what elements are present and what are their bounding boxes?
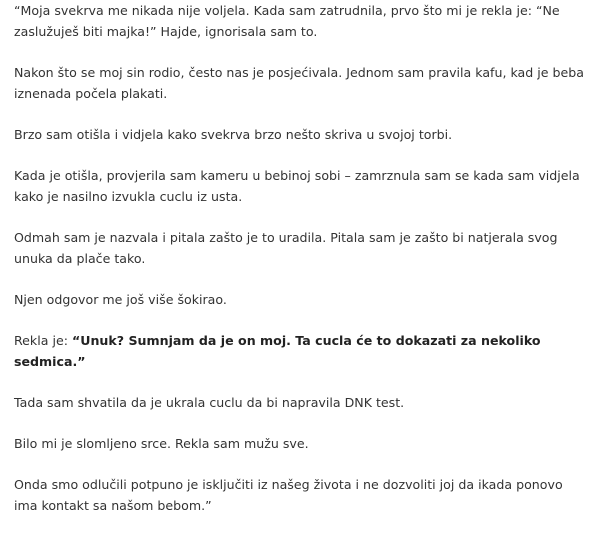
paragraph-9: Bilo mi je slomljeno srce. Rekla sam mužu sve. — [14, 436, 309, 451]
paragraph-2: Nakon što se moj sin rodio, često nas je posjećivala. Jednom sam pravila kafu, kad je beba iznenada počela plakati. — [14, 65, 584, 101]
paragraph-5: Odmah sam je nazvala i pitala zašto je to uradila. Pitala sam je zašto bi natjerala svog unuka da plače tako. — [14, 230, 558, 266]
paragraph-3: Brzo sam otišla i vidjela kako svekrva brzo nešto skriva u svojoj torbi. — [14, 127, 453, 142]
quote-bold-text: “Unuk? Sumnjam da je on moj. Ta cucla će to dokazati za nekoliko sedmica.” — [14, 333, 541, 369]
paragraph-1: “Moja svekrva me nikada nije voljela. Kada sam zatrudnila, prvo što mi je rekla je: “Ne zaslužuješ biti majka!” Hajde, ignorisala sam to. — [14, 3, 560, 39]
quote-paragraph — [14, 330, 586, 372]
article-body — [14, 0, 586, 536]
paragraph-4: Kada je otišla, provjerila sam kameru u bebinoj sobi – zamrznula sam se kada sam vidjela kako je nasilno izvukla cuclu iz usta. — [14, 168, 580, 204]
paragraph-10: Onda smo odlučili potpuno je isključiti iz našeg života i ne dozvoliti joj da ikada ponovo ima kontakt sa našom bebom.” — [14, 477, 563, 513]
paragraph-8: Tada sam shvatila da je ukrala cuclu da bi napravila DNK test. — [14, 395, 405, 410]
paragraph-6: Njen odgovor me još više šokirao. — [14, 292, 227, 307]
quote-intro: Rekla je: — [14, 333, 72, 348]
